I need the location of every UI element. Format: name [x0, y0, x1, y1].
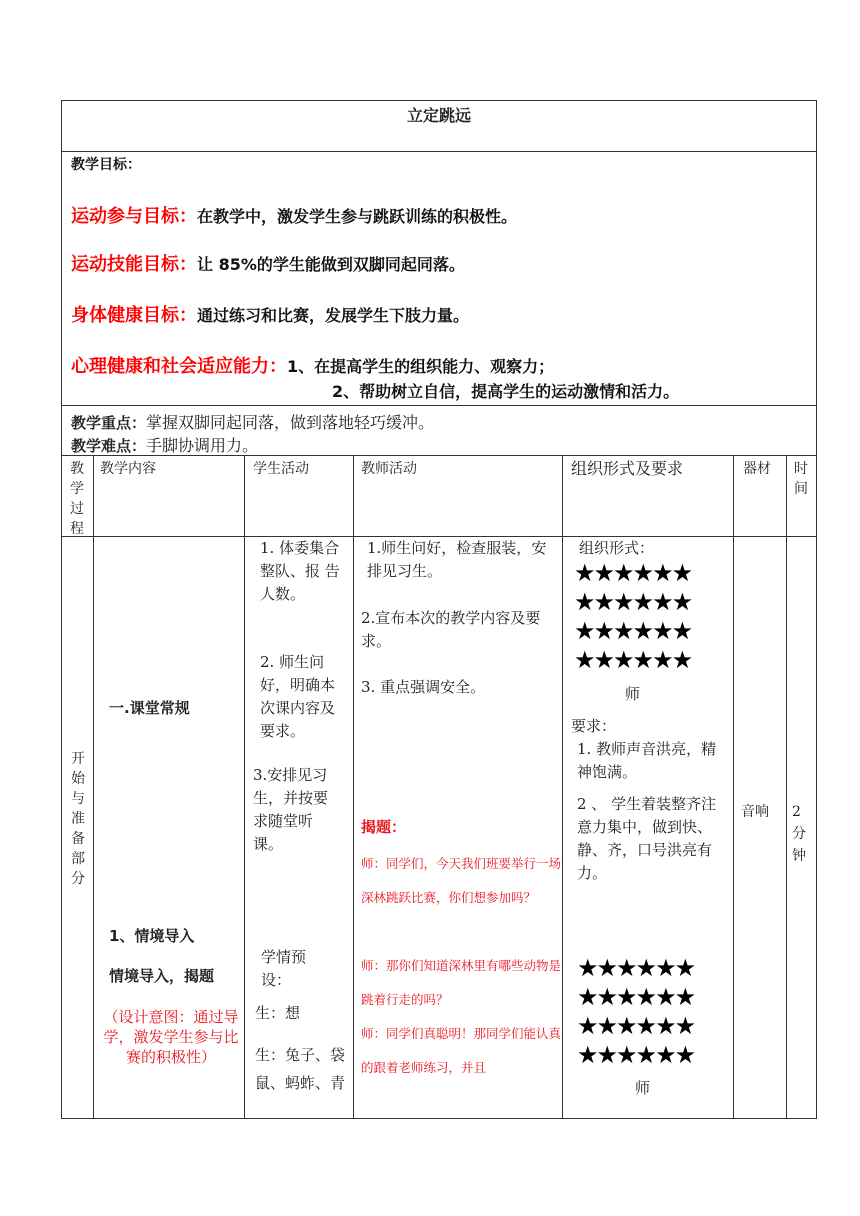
goals-section: [62, 151, 816, 406]
goal-psychology-line2: 2、帮助树立自信，提高学生的运动激情和活力。: [332, 382, 680, 401]
col-divider: [244, 455, 245, 1118]
student-activity-3: 3.安排见习生，并按要求随堂听课。: [253, 766, 329, 853]
star-row: ★★★★★★: [577, 1012, 695, 1040]
teacher-position-mark-2: 师: [635, 1079, 651, 1097]
content-intro-sub: 情境导入，揭题: [109, 967, 215, 985]
formation-stars: [574, 559, 691, 675]
teacher-dialogue-2: 师：那你们知道深林里有哪些动物是跳着行走的吗？: [361, 958, 562, 1007]
teacher-reveal-label: 揭题：: [361, 818, 407, 836]
content-design-intent: （设计意图：通过导学，激发学生参与比赛的积极性）: [103, 1008, 239, 1066]
star-row: ★★★★★★: [577, 983, 695, 1011]
goal-participation: 运动参与目标：在教学中，激发学生参与跳跃训练的积极性。: [71, 206, 518, 227]
teacher-activity-2: 2.宣布本次的教学内容及要求。: [361, 609, 541, 650]
goals-heading: 教学目标：: [71, 157, 141, 173]
org-form-label: 组织形式：: [579, 539, 655, 557]
org-requirement-1: 1. 教师声音洪亮，精神饱满。: [577, 740, 717, 781]
teacher-dialogue-1: 师：同学们，今天我们班要举行一场深林跳跃比赛，你们想参加吗？: [361, 856, 562, 905]
header-organization: 组织形式及要求: [571, 459, 684, 478]
key-point: 教学重点：掌握双脚同起同落，做到落地轻巧缓冲。: [71, 413, 435, 432]
key-points-section: [62, 405, 816, 456]
student-activity-1: 1. 体委集合整队、报 告 人数。: [260, 539, 340, 603]
col-divider: [93, 455, 94, 1118]
star-row: ★★★★★★: [577, 954, 695, 982]
difficulty: 教学难点：手脚协调用力。: [71, 436, 259, 455]
header-student: 学生活动: [253, 461, 309, 477]
header-teacher: 教师活动: [361, 461, 417, 477]
header-process: 教学过程: [70, 461, 84, 537]
header-equipment: 器材: [743, 461, 771, 477]
content-routine: 一.课堂常规: [109, 699, 190, 717]
equipment-value: 音响: [741, 804, 769, 820]
star-row: ★★★★★★: [577, 1041, 695, 1069]
teacher-activity-3: 3. 重点强调安全。: [361, 678, 486, 696]
org-requirements-label: 要求：: [571, 717, 617, 735]
header-time: 时间: [794, 461, 808, 497]
col-divider: [562, 455, 563, 1118]
process-section-label: 开始与准备部分: [71, 751, 85, 887]
student-scenario: 学情预设：: [261, 948, 307, 989]
star-row: ★★★★★★: [574, 559, 692, 587]
content-intro-title: 1、情境导入: [109, 927, 195, 945]
formation-stars-2: [577, 954, 694, 1070]
lesson-plan-table: [61, 100, 817, 1119]
student-activity-2: 2. 师生问好，明确本次课内容及要求。: [260, 653, 336, 740]
star-row: ★★★★★★: [574, 617, 692, 645]
goal-skill: 运动技能目标：让 85%的学生能做到双脚同起同落。: [71, 254, 465, 275]
time-value: 2分钟: [792, 804, 806, 864]
teacher-position-mark: 师: [625, 685, 641, 703]
title-row: [62, 101, 816, 152]
goal-psychology: 心理健康和社会适应能力：1、在提高学生的组织能力、观察力；: [71, 356, 555, 377]
lesson-title: 立定跳远: [406, 106, 471, 125]
teacher-dialogue-3: 师：同学们真聪明！那同学们能认真的跟着老师练习，并且: [361, 1026, 562, 1075]
col-divider: [733, 455, 734, 1118]
student-answer-1: 生：想: [255, 1004, 301, 1022]
header-content: 教学内容: [100, 461, 156, 477]
teacher-activity-1: 1.师生问好，检查服装，安排见习生。: [367, 539, 547, 580]
star-row: ★★★★★★: [574, 588, 692, 616]
student-answer-2: 生：兔子、袋鼠、蚂蚱、青: [255, 1046, 346, 1092]
goal-health: 身体健康目标：通过练习和比赛，发展学生下肢力量。: [71, 305, 470, 326]
col-divider: [353, 455, 354, 1118]
org-requirement-2: 2 、 学生着装整齐注意力集中，做到快、静、齐，口号洪亮有力。: [577, 795, 717, 882]
col-divider: [786, 455, 787, 1118]
star-row: ★★★★★★: [574, 646, 692, 674]
